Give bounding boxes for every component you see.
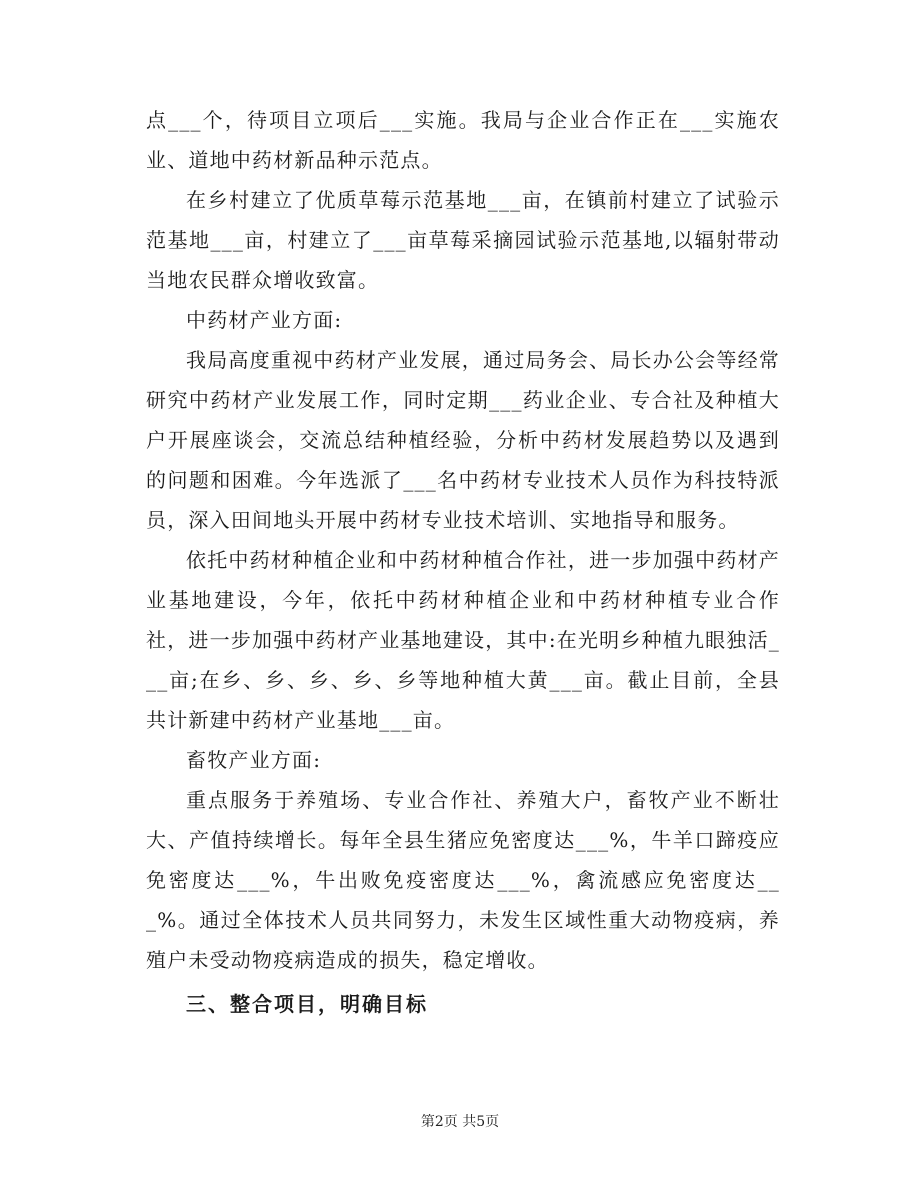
subheading-livestock: 畜牧产业方面: [186, 748, 322, 772]
section-heading: 三、整合项目，明确目标 [186, 992, 428, 1016]
paragraph-strawberry-bases: 在乡村建立了优质草莓示范基地___亩，在镇前村建立了试验示范基地___亩，村建立了___亩草莓采摘园试验示范基地,以辐射带动当地农民群众增收致富。 [146, 188, 780, 292]
paragraph-herbal-bases: 依托中药材种植企业和中药材种植合作社，进一步加强中药材产业基地建设，今年，依托中药材种植企业和中药材种植专业合作社，进一步加强中药材产业基地建设，其中:在光明乡种植九眼独活___亩;在乡、乡、乡、乡、乡等地种植大黄___亩。截止目前，全县共计新建中药材产业基地___亩。 [146, 548, 780, 732]
paragraph-herbal-development: 我局高度重视中药材产业发展，通过局务会、局长办公会等经常研究中药材产业发展工作，同时定期___药业企业、专合社及种植大户开展座谈会，交流总结种植经验，分析中药材发展趋势以及遇到的问题和困难。今年选派了___名中药材专业技术人员作为科技特派员，深入田间地头开展中药材专业技术培训、实地指导和服务。 [146, 348, 780, 532]
document-body [146, 100, 780, 1024]
paragraph-project-sites: 点___个，待项目立项后___实施。我局与企业合作正在___实施农业、道地中药材新品种示范点。 [146, 108, 780, 172]
subheading-herbal-medicine: 中药材产业方面: [186, 308, 343, 332]
paragraph-livestock-immunization: 重点服务于养殖场、专业合作社、养殖大户，畜牧产业不断壮大、产值持续增长。每年全县生猪应免密度达___%，牛羊口蹄疫应免密度达___%，牛出败免疫密度达___%，禽流感应免密度达___%。通过全体技术人员共同努力，未发生区域性重大动物疫病，养殖户未受动物疫病造成的损失，稳定增收。 [146, 788, 780, 972]
page-number-footer: 第2页 共5页 [420, 1114, 500, 1130]
